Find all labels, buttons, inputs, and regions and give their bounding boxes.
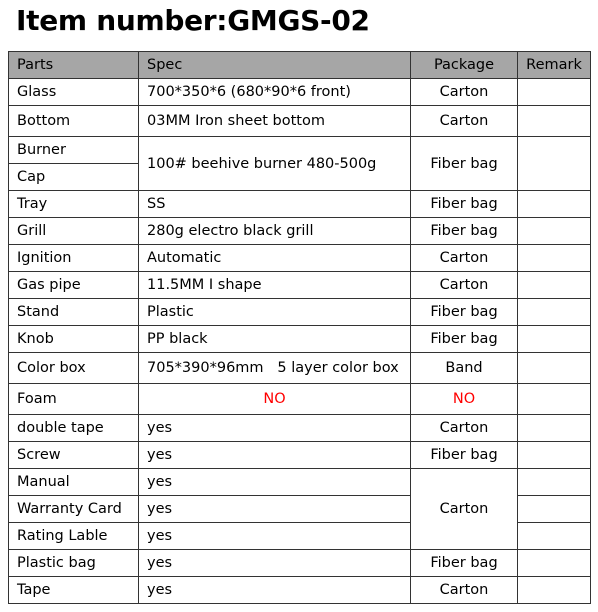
remark-cell bbox=[518, 469, 591, 496]
remark-cell bbox=[518, 326, 591, 353]
package-cell: Fiber bag bbox=[411, 299, 518, 326]
package-cell: Band bbox=[411, 353, 518, 384]
table-row bbox=[9, 469, 591, 496]
part-cell: Ignition bbox=[9, 245, 139, 272]
remark-cell bbox=[518, 106, 591, 137]
spec-cell: 280g electro black grill bbox=[139, 218, 411, 245]
part-cell: double tape bbox=[9, 415, 139, 442]
part-cell: Grill bbox=[9, 218, 139, 245]
package-cell: Carton bbox=[411, 272, 518, 299]
package-cell: Fiber bag bbox=[411, 218, 518, 245]
remark-cell bbox=[518, 299, 591, 326]
spec-cell: SS bbox=[139, 191, 411, 218]
spec-cell: 700*350*6 (680*90*6 front) bbox=[139, 79, 411, 106]
part-cell: Burner bbox=[9, 137, 139, 164]
package-cell: Carton bbox=[411, 469, 518, 550]
package-cell: Fiber bag bbox=[411, 550, 518, 577]
package-cell: Carton bbox=[411, 106, 518, 137]
part-cell: Glass bbox=[9, 79, 139, 106]
part-cell: Warranty Card bbox=[9, 496, 139, 523]
part-cell: Stand bbox=[9, 299, 139, 326]
spec-cell: yes bbox=[139, 496, 411, 523]
table-row bbox=[9, 442, 591, 469]
package-cell: NO bbox=[411, 384, 518, 415]
header-package: Package bbox=[411, 52, 518, 79]
part-cell: Tray bbox=[9, 191, 139, 218]
package-cell: Fiber bag bbox=[411, 191, 518, 218]
part-cell: Foam bbox=[9, 384, 139, 415]
spec-cell: 100# beehive burner 480-500g bbox=[139, 137, 411, 191]
remark-cell bbox=[518, 550, 591, 577]
spec-cell: Automatic bbox=[139, 245, 411, 272]
table-row bbox=[9, 218, 591, 245]
remark-cell bbox=[518, 353, 591, 384]
remark-cell bbox=[518, 245, 591, 272]
remark-cell bbox=[518, 218, 591, 245]
part-cell: Knob bbox=[9, 326, 139, 353]
package-cell: Carton bbox=[411, 79, 518, 106]
table-row bbox=[9, 245, 591, 272]
package-cell: Fiber bag bbox=[411, 137, 518, 191]
header-parts: Parts bbox=[9, 52, 139, 79]
spec-cell: yes bbox=[139, 550, 411, 577]
header-remark: Remark bbox=[518, 52, 591, 79]
remark-cell bbox=[518, 79, 591, 106]
table-row bbox=[9, 415, 591, 442]
part-cell: Bottom bbox=[9, 106, 139, 137]
part-cell: Screw bbox=[9, 442, 139, 469]
spec-cell: 705*390*96mm 5 layer color box bbox=[139, 353, 411, 384]
remark-cell bbox=[518, 496, 591, 523]
table-row bbox=[9, 326, 591, 353]
spec-cell: yes bbox=[139, 523, 411, 550]
part-cell: Gas pipe bbox=[9, 272, 139, 299]
spec-cell: yes bbox=[139, 442, 411, 469]
package-cell: Fiber bag bbox=[411, 442, 518, 469]
table-row bbox=[9, 384, 591, 415]
package-cell: Fiber bag bbox=[411, 326, 518, 353]
parts-spec-table bbox=[8, 51, 591, 604]
remark-cell bbox=[518, 384, 591, 415]
remark-cell bbox=[518, 272, 591, 299]
part-cell: Rating Lable bbox=[9, 523, 139, 550]
part-cell: Color box bbox=[9, 353, 139, 384]
table-row bbox=[9, 79, 591, 106]
page-title: Item number:GMGS-02 bbox=[16, 4, 370, 37]
remark-cell bbox=[518, 415, 591, 442]
table-row bbox=[9, 353, 591, 384]
part-cell: Cap bbox=[9, 164, 139, 191]
table-row bbox=[9, 299, 591, 326]
spec-cell: yes bbox=[139, 469, 411, 496]
spec-cell: PP black bbox=[139, 326, 411, 353]
part-cell: Tape bbox=[9, 577, 139, 604]
package-cell: Carton bbox=[411, 415, 518, 442]
table-row bbox=[9, 577, 591, 604]
table-row bbox=[9, 191, 591, 218]
spec-cell: NO bbox=[139, 384, 411, 415]
spec-cell: Plastic bbox=[139, 299, 411, 326]
package-cell: Carton bbox=[411, 577, 518, 604]
spec-cell: yes bbox=[139, 415, 411, 442]
table-row bbox=[9, 106, 591, 137]
part-cell: Plastic bag bbox=[9, 550, 139, 577]
table-row bbox=[9, 550, 591, 577]
remark-cell bbox=[518, 191, 591, 218]
package-cell: Carton bbox=[411, 245, 518, 272]
spec-cell: 03MM Iron sheet bottom bbox=[139, 106, 411, 137]
remark-cell bbox=[518, 137, 591, 191]
table-row bbox=[9, 272, 591, 299]
table-row bbox=[9, 137, 591, 164]
spec-cell: 11.5MM I shape bbox=[139, 272, 411, 299]
table-header-row bbox=[9, 52, 591, 79]
header-spec: Spec bbox=[139, 52, 411, 79]
part-cell: Manual bbox=[9, 469, 139, 496]
remark-cell bbox=[518, 577, 591, 604]
remark-cell bbox=[518, 442, 591, 469]
remark-cell bbox=[518, 523, 591, 550]
spec-cell: yes bbox=[139, 577, 411, 604]
